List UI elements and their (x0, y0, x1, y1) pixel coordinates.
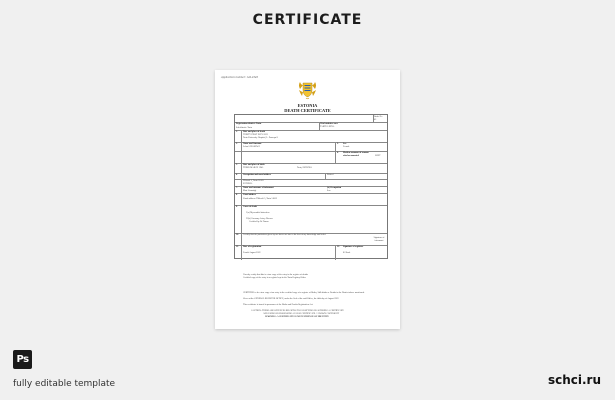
application-number: Application number: 142-2345 (221, 76, 258, 79)
footer-caution-1: CAUTION: THERE ARE OFFENCES RELATING TO FALSIFYING OR ALTERING A CERTIFICATE (251, 310, 344, 312)
page-title: CERTIFICATE (252, 12, 363, 28)
footer-warning: WARNING: A CERTIFICATE IS NOT EVIDENCE OF IDENTITY. (265, 316, 330, 318)
cause-label: Cause of death (243, 206, 257, 208)
sex-value: Female (343, 146, 350, 148)
coat-of-arms-icon (297, 79, 318, 100)
maiden-name-label: Maiden surname of woman who has married (343, 152, 369, 157)
footer-caution-2: AND USING OR POSSESSING A FALSE CERTIFICATE. ©CROWN COPYRIGHT (263, 313, 340, 315)
order-no-value: 63 (374, 118, 377, 121)
country-name: ESTONIA (297, 103, 318, 108)
informant-signature-label: Signature of informant (373, 237, 385, 242)
informant-address-label: Usual address (243, 194, 257, 196)
registration-date-value: Fourth August 2022 (243, 252, 261, 254)
footer-line-5: This certificate is issued in pursuance of the Births and Deaths Registration Act. (243, 304, 314, 306)
sex-label: Sex (343, 143, 347, 145)
occupation-label: Occupation and usual address (243, 174, 272, 176)
template-tagline: fully editable template (13, 379, 116, 389)
declaration-text: I certify that the particulars given by me above are true to the best of my knowledge and belief (243, 234, 326, 236)
maiden-name-value: LEHT (375, 155, 381, 157)
order-no-label: Order No (374, 115, 383, 118)
photoshop-icon: Ps (13, 350, 32, 369)
occupation-value: Retired (327, 174, 334, 176)
death-date-label: Date and place of death (243, 131, 265, 133)
site-watermark: schci.ru (547, 373, 601, 387)
registrar-signature-value: K. Kask (343, 252, 351, 254)
certificate-document (215, 70, 400, 329)
footer-line-3: CERTIFIED to be a true copy of an entry in the certified copy of a register of Births, Still-births or Deaths in the District above mentioned. (243, 292, 365, 294)
death-date-value: THIRTY FIRST JULY 2022 (243, 134, 268, 136)
registration-date-label: Date of registration (243, 246, 262, 248)
informant-address-value: Usual address: Ülikooli 5, Tartu 51003 (243, 198, 277, 200)
birth-label: Date and place of birth (243, 164, 265, 166)
name-label: Name and Surname (243, 143, 262, 145)
sub-district-label: Sub-district: Tartu (236, 127, 252, 129)
document-title: DEATH CERTIFICATE (284, 108, 331, 113)
informant-occupation-label: (b) Occupation (327, 187, 342, 189)
cause-1a: I (a) Myocardial infarction (246, 212, 270, 214)
name-value: Lehar LINAMÄGI (243, 146, 260, 148)
footer-line-2: Certified copy of the entry in a register kept in the Tartu Registry Office (243, 277, 307, 279)
vital-statistics-label: Vital statistics area (320, 123, 338, 125)
informant-occupation-value: Son (327, 190, 331, 192)
cause-certifier: Certified by Dr Tamm (249, 221, 269, 223)
death-place-value: Tartu University Hospital, L. Puusepa 8 (243, 137, 278, 139)
address-value: Ülikooli 5, Tartu 51003 (243, 180, 264, 182)
registrar-signature-label: Signature of registrar (343, 246, 364, 248)
cause-2b: II (b) Coronary Artery Disease (246, 218, 273, 220)
informant-value: Mart Linamägi (243, 190, 257, 192)
footer-line-4: Given at the GENERAL REGISTER OFFICE, under the Seal of the said Office, the fifth day of August 2022 (243, 298, 339, 300)
address-country: ESTONIA (243, 183, 253, 185)
footer-line-1: I hereby certify that this is a true copy of the entry in the register of deaths (243, 274, 308, 276)
registration-district-label: Registration district: Tartu (236, 123, 262, 125)
death-register-form: Order No 63 Registration district: Tartu Vital statistics area TARTU LINNA Sub-district: Tartu 1. Date and place of death THIRTY FIRST JULY 2022 Tartu University Hospital, L. Puusepa 8 2. Name and Surname Lehar LINAMÄGI 3. Sex Female 4. Maiden surname of woman who has married LEHT 5. Date and place of birth THIRD MARCH 1945 Tartu, ESTONIA 6. Occupation and usual address Retired Ülikooli 5, Tartu 51003 ESTONIA 7. Name and surname of informant Mart Linamägi (b) Occupation Son 8. Usual address Usual address: Ülikooli 5, Tartu 51003 9. Cause of death I (a) Myocardial infarction II (b) Coronary Artery Disease Certified by Dr Tamm 10. I certify that the particulars given by me above are true to the best of my knowledge and belief Signature of informant 11. Date of registration Fourth August 2022 12. Signature of registrar K. Kask (234, 114, 388, 259)
birth-date-value: THIRD MARCH 1945 (243, 167, 264, 169)
birth-place-value: Tartu, ESTONIA (297, 167, 312, 169)
vital-statistics-value: TARTU LINNA (320, 126, 335, 128)
informant-label: Name and surname of informant (243, 187, 274, 189)
